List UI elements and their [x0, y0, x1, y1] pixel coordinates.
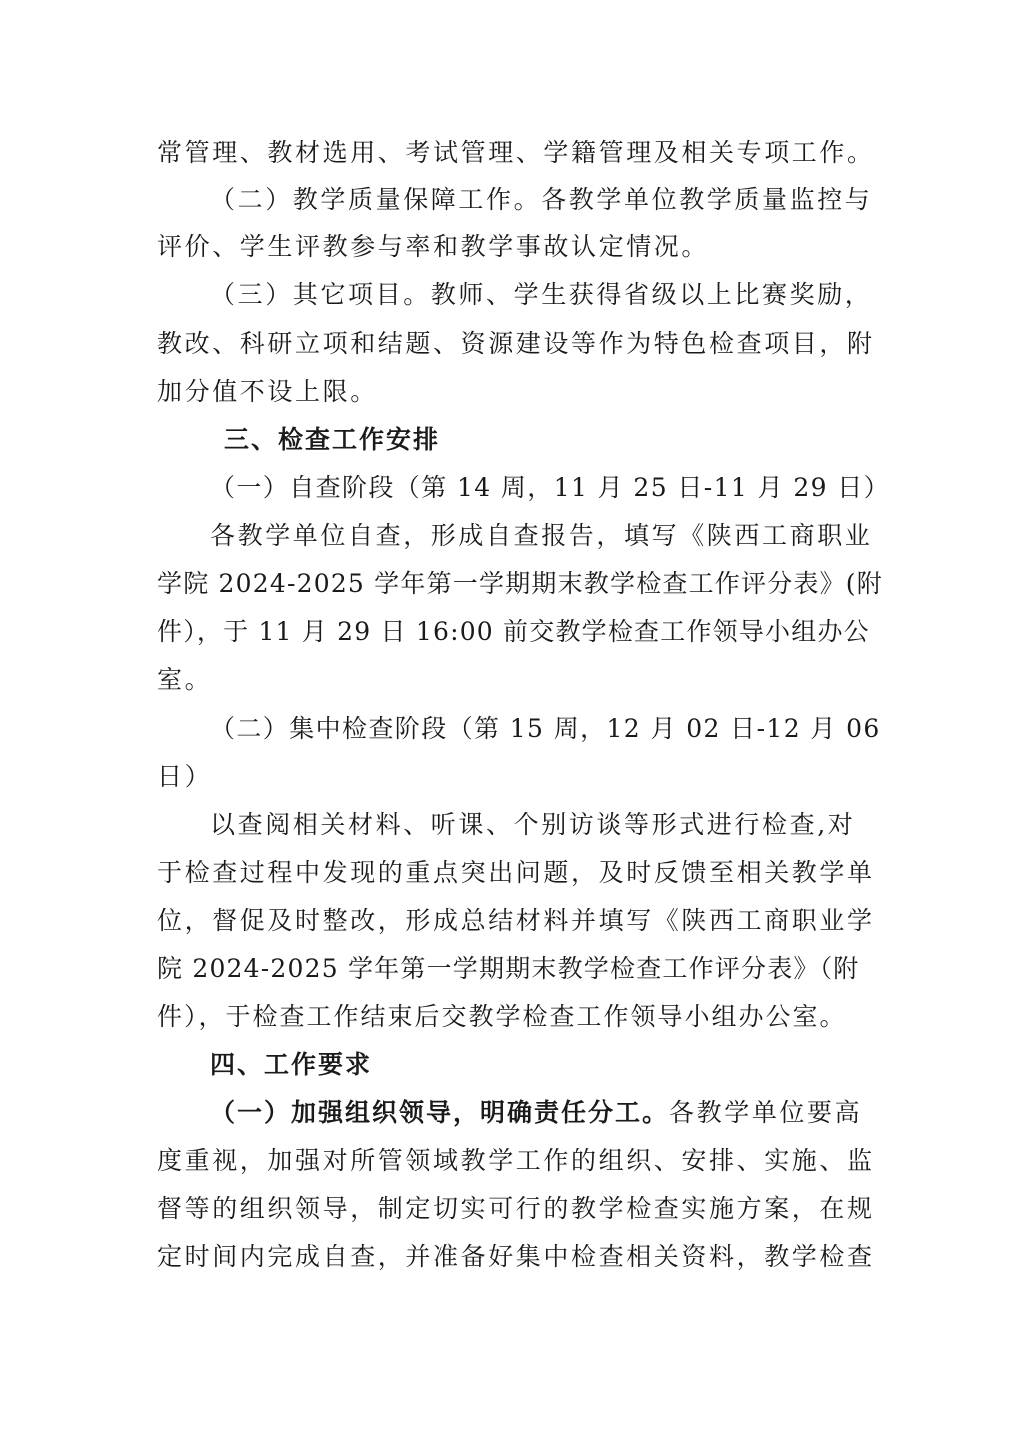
paragraph-line-19: 督等的组织领导，制定切实可行的教学检查实施方案，在规 — [157, 1194, 875, 1223]
paragraph-line-9: 件），于 11 月 29 日 16:00 前交教学检查工作领导小组办公 — [157, 617, 870, 646]
paragraph-line-17 — [210, 1090, 869, 1136]
subsection-heading-organization: （一）加强组织领导，明确责任分工。 — [210, 1098, 670, 1127]
paragraph-line-16: 件），于检查工作结束后交教学检查工作领导小组办公室。 — [157, 1002, 847, 1031]
paragraph-line-15: 院 2024-2025 学年第一学期期末教学检查工作评分表》（附 — [157, 954, 860, 983]
paragraph-line-11: 日） — [157, 762, 213, 791]
paragraph-line-5: 教改、科研立项和结题、资源建设等作为特色检查项目，附 — [157, 329, 875, 358]
paragraph-line-1: 常管理、教材选用、考试管理、学籍管理及相关专项工作。 — [157, 138, 875, 167]
section-heading-3: 三、检查工作安排 — [224, 425, 441, 454]
paragraph-line-4: （三）其它项目。教师、学生获得省级以上比赛奖励， — [210, 280, 873, 309]
paragraph-line-14: 位，督促及时整改，形成总结材料并填写《陕西工商职业学 — [157, 906, 875, 935]
paragraph-line-13: 于检查过程中发现的重点突出问题，及时反馈至相关教学单 — [157, 858, 875, 887]
section-heading-4: 四、工作要求 — [210, 1050, 373, 1079]
paragraph-line-10: 室。 — [157, 665, 213, 694]
paragraph-line-6: 加分值不设上限。 — [157, 377, 378, 406]
paragraph-line-2: （二）教学质量保障工作。各教学单位教学质量监控与 — [210, 185, 873, 214]
paragraph-line-8: 学院 2024-2025 学年第一学期期末教学检查工作评分表》(附 — [157, 569, 883, 598]
subsection-heading-self-check: （一）自查阶段（第 14 周，11 月 25 日-11 月 29 日） — [210, 473, 891, 502]
paragraph-line-20: 定时间内完成自查，并准备好集中检查相关资料，教学检查 — [157, 1242, 875, 1271]
subsection-heading-central-check: （二）集中检查阶段（第 15 周，12 月 02 日-12 月 06 — [210, 714, 881, 743]
paragraph-line-17-text: 各教学单位要高 — [669, 1098, 863, 1127]
paragraph-line-12: 以查阅相关材料、听课、个别访谈等形式进行检查,对 — [210, 810, 856, 839]
paragraph-line-3: 评价、学生评教参与率和教学事故认定情况。 — [157, 232, 710, 261]
paragraph-line-18: 度重视，加强对所管领域教学工作的组织、安排、实施、监 — [157, 1146, 875, 1175]
paragraph-line-7: 各教学单位自查，形成自查报告，填写《陕西工商职业 — [210, 521, 873, 550]
